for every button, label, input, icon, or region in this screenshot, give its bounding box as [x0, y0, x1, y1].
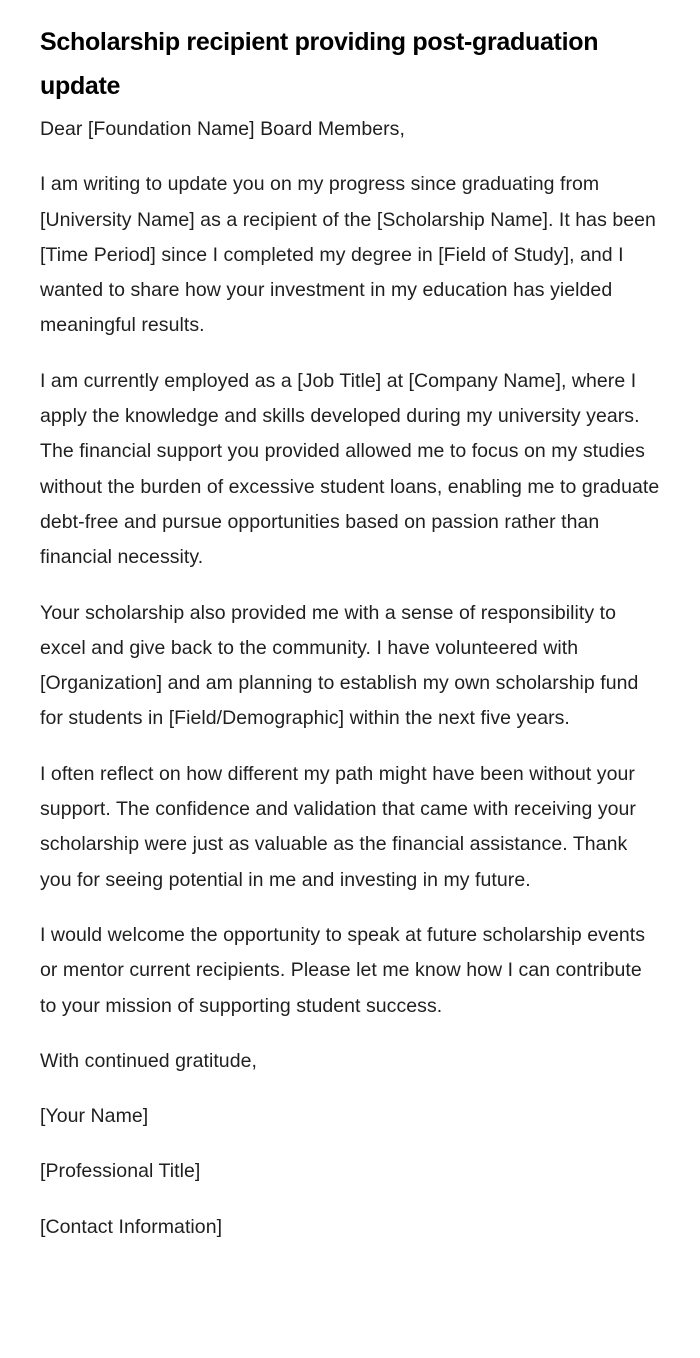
paragraph-reflection: I often reflect on how different my path might have been without your support. The confidence and validation that came with receiving your scholarship were just as valuable as the financial assistance. Thank you for seeing potential in me and investing in my future.: [40, 762, 636, 891]
paragraph-giving-back: Your scholarship also provided me with a sense of responsibility to excel and give back to the community. I have volunteered with [Organization] and am planning to establish my own scholarship fund for students in [Field/Demographic] within the next five years.: [40, 601, 639, 730]
paragraph-progress-update: I am writing to update you on my progress since graduating from [University Name] as a recipient of the [Scholarship Name]. It has been [Time Period] since I completed my degree in [Field of Study], and I wanted to share how your investment in my education has yielded meaningful results.: [40, 173, 656, 337]
salutation: Dear [Foundation Name] Board Members,: [40, 118, 405, 140]
closing: With continued gratitude,: [40, 1049, 257, 1072]
signature-title: [Professional Title]: [40, 1160, 201, 1183]
signature-contact: [Contact Information]: [40, 1215, 223, 1238]
paragraph-employment: I am currently employed as a [Job Title] at [Company Name], where I apply the knowledge and skills developed during my university years. The financial support you provided allowed me to focus on my studies without the burden of excessive student loans, enabling me to graduate debt-free and pursue opportunities based on passion rather than financial necessity.: [40, 369, 660, 569]
paragraph-offer-to-help: I would welcome the opportunity to speak at future scholarship events or mentor current recipients. Please let me know how I can contribute to your mission of supporting student success.: [40, 923, 646, 1017]
signature-name: [Your Name]: [40, 1105, 149, 1128]
letter-title: Scholarship recipient providing post-graduation update: [40, 28, 599, 100]
